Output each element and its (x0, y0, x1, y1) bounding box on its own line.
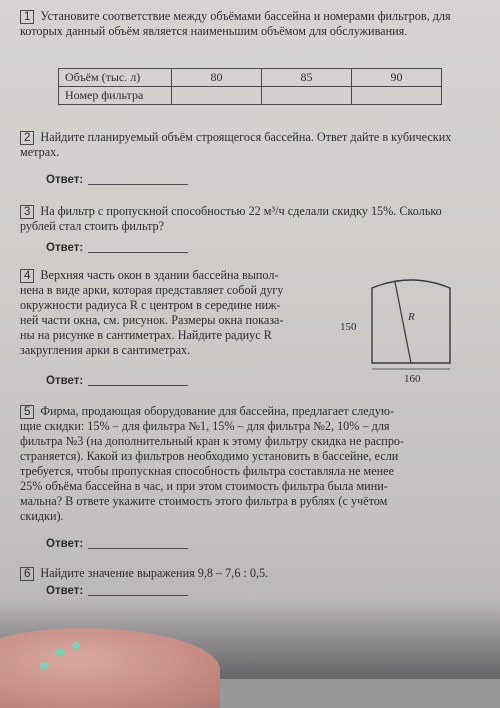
answer-line[interactable] (88, 184, 188, 185)
nail-dot (72, 642, 80, 649)
task-5-line-2: щие скидки: 15% – для фильтра №1, 15% – для фильтра №2, 10% – для (20, 419, 390, 433)
task-1-number: 1 (20, 10, 34, 24)
task-2 (20, 130, 480, 160)
task-4-line-5: ны на рисунке в сантиметрах. Найдите радиус R (20, 328, 272, 342)
task-4 (20, 268, 340, 358)
task-1-text: Установите соответствие между объёмами бассейна и номерами фильтров, для которых данный объём является наименьшим объёмом для обслуживания. (20, 9, 451, 38)
task-5-line-7: мальна? В ответе укажите стоимость этого фильтра в рублях (с учётом (20, 494, 388, 508)
task-6-answer (46, 585, 188, 597)
table-cell-volume-2: 85 (262, 69, 352, 87)
table-cell-filter-2[interactable] (262, 87, 352, 105)
answer-line[interactable] (88, 548, 188, 549)
task-2-number: 2 (20, 131, 34, 145)
answer-label: Ответ: (46, 585, 84, 597)
volume-filter-table (58, 68, 442, 105)
table-header-filter: Номер фильтра (59, 87, 172, 105)
task-6-text: Найдите значение выражения 9,8 – 7,6 : 0,5. (40, 566, 269, 580)
answer-line[interactable] (88, 595, 188, 596)
task-4-line-1: Верхняя часть окон в здании бассейна выпол- (40, 268, 279, 282)
table-cell-filter-1[interactable] (172, 87, 262, 105)
table-cell-filter-3[interactable] (352, 87, 442, 105)
answer-line[interactable] (88, 385, 188, 386)
answer-label: Ответ: (46, 538, 84, 550)
task-5-line-8: скидки). (20, 509, 64, 523)
height-label: 150 (340, 321, 357, 333)
table-cell-volume-3: 90 (352, 69, 442, 87)
task-5-line-6: 25% объёма бассейна в час, и при этом стоимость фильтра была мини- (20, 479, 388, 493)
table-cell-volume-1: 80 (172, 69, 262, 87)
task-5-line-5: требуется, чтобы пропускная способность фильтра составляла не менее (20, 464, 394, 478)
radius-label: R (408, 311, 415, 323)
task-3-number: 3 (20, 205, 34, 219)
task-6 (20, 566, 480, 581)
arch-window-figure (338, 268, 488, 388)
task-5-line-4: страняется). Какой из фильтров необходимо установить в бассейне, если (20, 449, 399, 463)
task-4-line-3: окружности радиуса R с центром в середине ниж- (20, 298, 281, 312)
task-5-line-1: Фирма, продающая оборудование для бассейна, предлагает следую- (40, 404, 394, 418)
table-header-volume: Объём (тыс. л) (59, 69, 172, 87)
task-4-number: 4 (20, 269, 34, 283)
task-6-number: 6 (20, 567, 34, 581)
answer-line[interactable] (88, 252, 188, 253)
answer-label: Ответ: (46, 375, 84, 387)
nail-dot (40, 662, 49, 669)
task-2-answer (46, 174, 188, 186)
task-4-line-4: ней части окна, см. рисунок. Размеры окна показа- (20, 313, 284, 327)
width-label: 160 (404, 373, 421, 385)
nail-dot (55, 648, 65, 656)
task-4-answer (46, 375, 188, 387)
task-1 (20, 9, 480, 39)
answer-label: Ответ: (46, 174, 84, 186)
task-5-number: 5 (20, 405, 34, 419)
task-4-line-6: закругления арки в сантиметрах. (20, 343, 191, 357)
task-2-text: Найдите планируемый объём строящегося бассейна. Ответ дайте в кубических метрах. (20, 130, 452, 159)
task-3-text: На фильтр с пропускной способностью 22 м³/ч сделали скидку 15%. Сколько рублей стал стоить фильтр? (20, 204, 442, 233)
task-3-answer (46, 242, 188, 254)
task-5-line-3: фильтра №3 (на дополнительный кран к этому фильтру скидка не распро- (20, 434, 405, 448)
answer-label: Ответ: (46, 242, 84, 254)
task-3 (20, 204, 480, 234)
task-4-line-2: нена в виде арки, которая представляет собой дугу (20, 283, 284, 297)
task-5 (20, 404, 480, 524)
task-5-answer (46, 538, 188, 550)
